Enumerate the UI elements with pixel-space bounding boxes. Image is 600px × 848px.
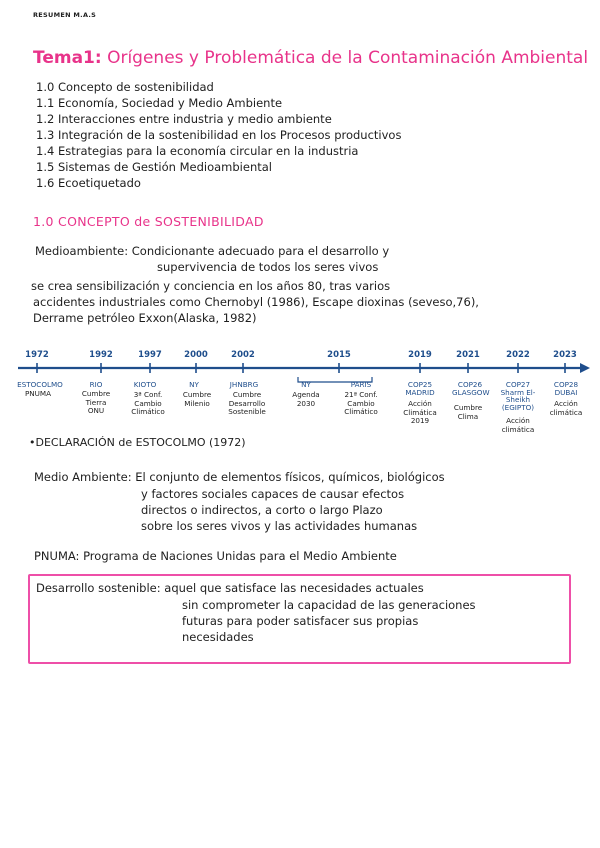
timeline-desc: [183, 391, 211, 408]
timeline-desc: [502, 417, 535, 434]
timeline-desc: [550, 400, 583, 417]
timeline-desc-line: PNUMA: [24, 389, 52, 398]
timeline-desc-line: Cumbre: [81, 389, 111, 398]
timeline-label: COP25 MADRID: [405, 380, 435, 397]
timeline-arrow-icon: [580, 363, 590, 373]
timeline-desc: [228, 391, 265, 417]
timeline-year: 2023: [553, 350, 577, 360]
timeline-year: 1972: [25, 350, 49, 360]
section-heading: 1.0 CONCEPTO de SOSTENIBILIDAD: [33, 214, 264, 229]
timeline-desc-line: 21ª Conf.: [344, 390, 378, 399]
timeline-year: 1992: [89, 350, 113, 360]
timeline-desc-line: Cumbre: [182, 390, 212, 399]
desarrollo-line: sin comprometer la capacidad de las generaciones: [182, 598, 476, 612]
timeline-desc-line: Cambio: [134, 398, 162, 408]
desarrollo-line: necesidades: [182, 630, 254, 644]
title-lead: Tema1:: [33, 48, 102, 68]
timeline-year: 2015: [327, 350, 351, 360]
medioambiente-line1: Medioambiente: Condicionante adecuado para el desarrollo y: [35, 244, 390, 258]
timeline-label: COP26 GLASGOW: [452, 380, 490, 397]
toc-item: 1.0 Concepto de sostenibilidad: [36, 80, 214, 94]
medio-ambiente-def-line: y factores sociales capaces de causar efectos: [141, 487, 405, 501]
timeline-desc-line: Acción: [408, 399, 432, 408]
timeline-desc: [292, 391, 319, 408]
timeline-label: RIO: [89, 380, 103, 389]
timeline-desc: [131, 391, 165, 417]
title-rest: Orígenes y Problemática de la Contaminación Ambiental: [107, 48, 589, 68]
timeline-desc: [454, 404, 482, 421]
sensibilizacion-line: accidentes industriales como Chernobyl (1986), Escape dioxinas (seveso,76),: [33, 295, 479, 309]
timeline-desc: [25, 390, 51, 399]
timeline-desc-line: Climática: [403, 407, 437, 417]
medio-ambiente-def-line: sobre los seres vivos y las actividades humanas: [141, 519, 418, 533]
timeline-desc-line: Cambio: [347, 398, 375, 408]
timeline-year: 2002: [231, 350, 255, 360]
timeline-desc-line: Acción: [554, 399, 578, 408]
timeline-desc-line: Tierra: [85, 397, 107, 407]
timeline-year: 2022: [506, 350, 530, 360]
timeline-label: COP27 Sharm El-Sheikh (EGIPTO): [500, 380, 536, 412]
page-header: RESUMEN M.A.S: [33, 11, 97, 19]
timeline-desc-line: climática: [549, 407, 583, 417]
sensibilizacion-line: Derrame petróleo Exxon(Alaska, 1982): [33, 311, 257, 325]
timeline-desc-line: Sostenible: [228, 407, 266, 416]
pnuma-definition: PNUMA: Programa de Naciones Unidas para el Medio Ambiente: [34, 549, 397, 563]
timeline-desc-line: Clima: [457, 411, 479, 421]
timeline-desc-line: Milenio: [184, 398, 210, 408]
timeline-desc-line: 3ª Conf.: [133, 390, 163, 399]
toc-item: 1.2 Interacciones entre industria y medio ambiente: [36, 112, 332, 126]
medio-ambiente-def-line: Medio Ambiente: El conjunto de elementos físicos, químicos, biológicos: [34, 470, 445, 484]
timeline-desc: [82, 390, 110, 416]
toc-item: 1.1 Economía, Sociedad y Medio Ambiente: [36, 96, 283, 110]
timeline-desc-line: ONU: [87, 406, 105, 415]
toc-item: 1.5 Sistemas de Gestión Medioambiental: [36, 160, 272, 174]
timeline-year: 1997: [138, 350, 162, 360]
timeline-desc-line: Climático: [344, 407, 378, 416]
timeline-year: 2019: [408, 350, 432, 360]
desarrollo-line: futuras para poder satisfacer sus propias: [182, 614, 419, 628]
medioambiente-line2: supervivencia de todos los seres vivos: [157, 260, 379, 274]
timeline-desc-line: Desarrollo: [228, 398, 266, 408]
timeline-desc: [403, 400, 437, 426]
timeline-desc-line: 2019: [410, 416, 430, 425]
desarrollo-line: Desarrollo sostenible: aquel que satisface las necesidades actuales: [36, 581, 424, 595]
timeline-desc-line: Climático: [131, 407, 165, 416]
page-title: [33, 48, 588, 68]
timeline-desc-line: Cumbre: [453, 403, 483, 412]
timeline-desc: [344, 391, 378, 417]
timeline-label: KIOTO: [133, 380, 157, 389]
medio-ambiente-def-line: directos o indirectos, a corto o largo Plazo: [141, 503, 383, 517]
sensibilizacion-line: se crea sensibilización y conciencia en los años 80, tras varios: [31, 279, 391, 293]
timeline-label: NY: [301, 380, 311, 389]
timeline-label: NY: [189, 380, 199, 389]
timeline-year: 2000: [184, 350, 208, 360]
declaracion-heading: •DECLARACIÓN de ESTOCOLMO (1972): [29, 436, 246, 449]
toc-item: 1.3 Integración de la sostenibilidad en los Procesos productivos: [36, 128, 402, 142]
toc-item: 1.4 Estrategias para la economía circular en la industria: [36, 144, 359, 158]
timeline-desc-line: Agenda: [292, 390, 320, 399]
timeline-desc-line: Acción: [506, 416, 530, 425]
timeline-desc-line: climática: [501, 424, 535, 434]
timeline-year: 2021: [456, 350, 480, 360]
toc-item: 1.6 Ecoetiquetado: [36, 176, 141, 190]
timeline-label: PARIS: [350, 380, 372, 389]
timeline-label: ESTOCOLMO: [17, 380, 63, 389]
timeline-label: JHNBRG: [229, 380, 259, 389]
timeline-desc-line: Cumbre: [232, 390, 262, 399]
timeline-bracket: [296, 375, 376, 385]
timeline-desc-line: 2030: [296, 398, 316, 408]
timeline-label: COP28 DUBAI: [553, 380, 579, 397]
